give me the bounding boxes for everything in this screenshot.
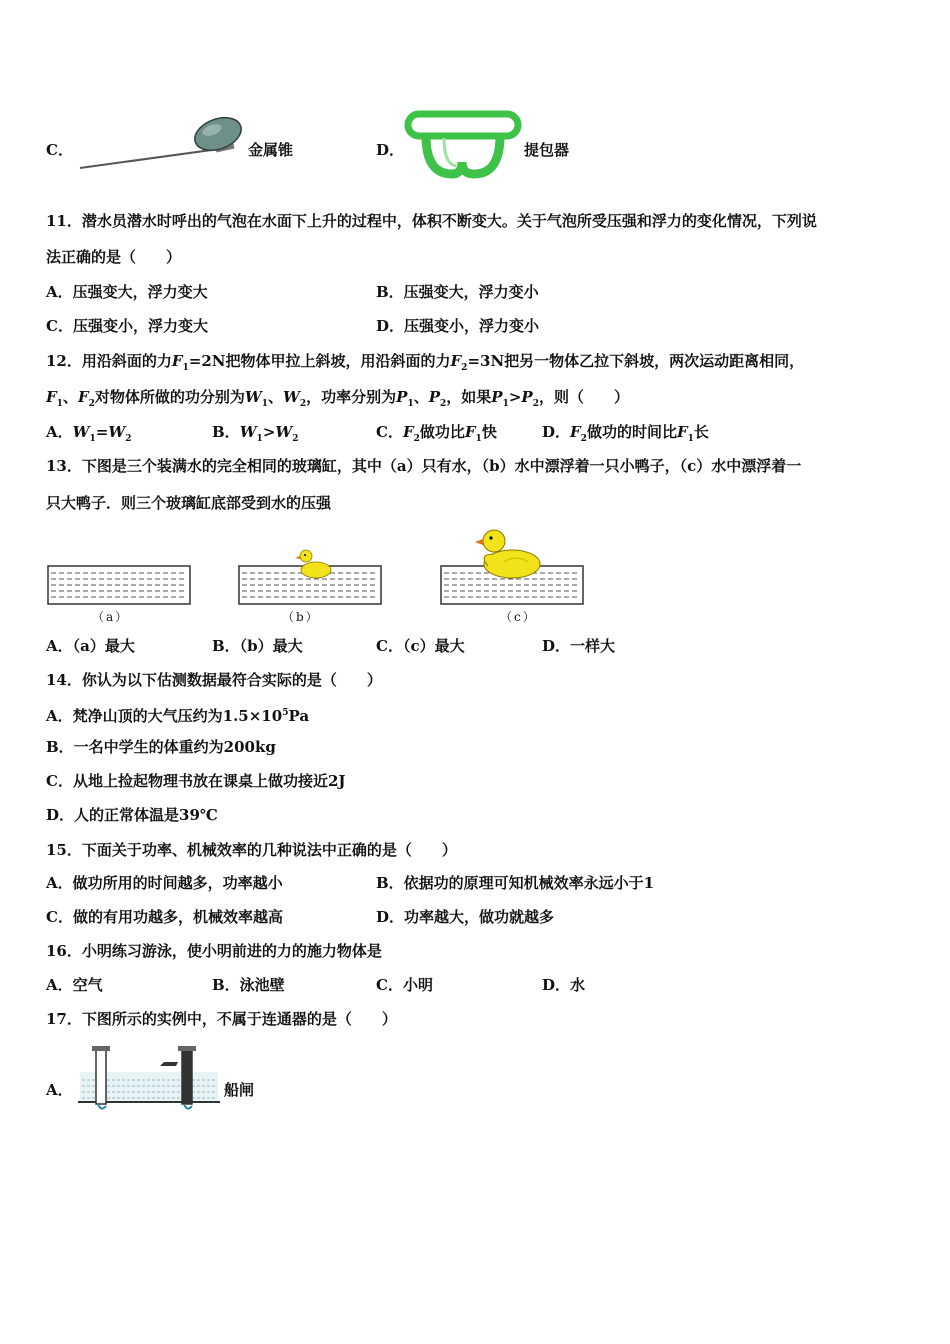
q15-option-c: C．做的有用功越多，机械效率越高 [46,908,283,926]
bag-carrier-image [404,108,522,180]
q12-option-b: B．$W_1>W_2$ [212,423,299,444]
glass-tank-b [236,546,386,608]
q12-option-c: C．$F_2$做功比$F_1$快 [376,423,497,444]
q13-option-c: C．（c）最大 [376,637,465,655]
q12-option-a: A．$W_1=W_2$ [46,423,132,444]
q14-option-a: A．梵净山顶的大气压约为$1.5\times 10^5Pa$ [46,707,310,725]
q10-option-c-label: 金属锥 [248,141,294,159]
q10-option-d-label: 提包器 [524,141,570,159]
q15-option-d: D．功率越大，做功就越多 [376,908,555,926]
q14-stem: 14．你认为以下估测数据最符合实际的是（ ） [46,671,382,689]
glass-tank-c [438,524,588,608]
q12-stem-line1: 12．用沿斜面的力$F_1=2N$把物体甲拉上斜坡，用沿斜面的力$F_2=3N$把另一物体乙拉下斜坡，两次运动距离相同， [46,352,805,373]
q16-option-a: A．空气 [46,976,103,994]
ship-lock-image [76,1042,222,1112]
q14-option-c: C．从地上捡起物理书放在课桌上做功接近2J [46,772,346,790]
q15-stem: 15．下面关于功率、机械效率的几种说法中正确的是（ ） [46,841,457,859]
awl-handle [190,112,245,156]
q13-stem-line2: 只大鸭子．则三个玻璃缸底部受到水的压强 [46,494,332,512]
q14-option-d: D．人的正常体温是39℃ [46,806,218,824]
q14-option-b: B．一名中学生的体重约为200kg [46,738,276,756]
tank-a-caption: （a） [92,610,130,624]
q17-stem: 17．下图所示的实例中，不属于连通器的是（ ） [46,1010,397,1028]
q12-option-d: D．$F_2$做功的时间比$F_1$长 [542,423,709,444]
q11-stem-line2: 法正确的是（ ） [46,248,182,266]
q16-stem: 16．小明练习游泳，使小明前进的力的施力物体是 [46,942,382,960]
q11-stem-line1: 11．潜水员潜水时呼出的气泡在水面下上升的过程中，体积不断变大。关于气泡所受压强和浮力的变化情况，下列说 [46,212,817,230]
q16-option-b: B．泳池壁 [212,976,285,994]
q10-option-c-letter: C． [46,141,73,159]
metal-awl-image [76,112,246,174]
q13-stem-line1: 13．下图是三个装满水的完全相同的玻璃缸，其中（a）只有水，（b）水中漂浮着一只小鸭子，（c）水中漂浮着一 [46,457,802,475]
q11-option-a: A．压强变大，浮力变大 [46,283,208,301]
q17-option-a-label: 船闸 [224,1081,255,1099]
tank-c-caption: （c） [500,610,537,624]
q11-option-b: B．压强变大，浮力变小 [376,283,539,301]
q11-option-c: C．压强变小，浮力变大 [46,317,208,335]
q10-option-d-letter: D． [376,141,405,159]
q11-option-d: D．压强变小，浮力变小 [376,317,540,335]
q13-option-b: B．（b）最大 [212,637,303,655]
q13-option-d: D．一样大 [542,637,616,655]
tank-b-caption: （b） [282,610,320,624]
q15-option-a: A．做功所用的时间越多，功率越小 [46,874,283,892]
q13-option-a: A．（a）最大 [46,637,135,655]
q12-stem-line2: $F_1$、$F_2$对物体所做的功分别为$W_1$、$W_2$，功率分别为$P_1$、$P_2$，如果$P_1>P_2$，则（ ） [46,388,629,409]
q16-option-d: D．水 [542,976,586,994]
glass-tank-a [46,562,194,608]
q16-option-c: C．小明 [376,976,433,994]
q17-option-a-letter: A． [46,1081,73,1099]
q15-option-b: B．依据功的原理可知机械效率永远小于1 [376,874,655,892]
